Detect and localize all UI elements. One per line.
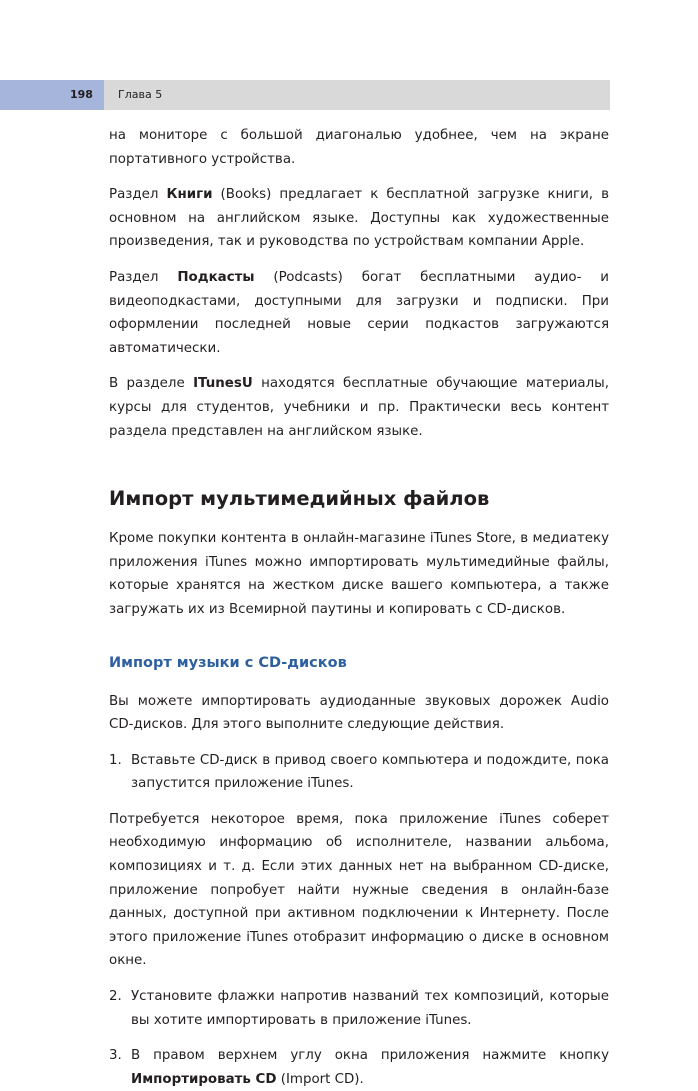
section-paragraph: Кроме покупки контента в онлайн-магазине iTunes Store, в медиатеку приложения iTunes можно импортировать мультимедийные файлы, которые хранятся на жестком диске вашего компьютера, а также загружать их из Всемирной паутины и копировать с CD-дисков. (109, 531, 609, 617)
step-number: 3. (109, 1048, 122, 1064)
books-term: Книги (166, 187, 213, 203)
podcasts-paragraph (109, 266, 609, 360)
itunesu-prefix: В разделе (109, 376, 194, 392)
books-rest: (Books) предлагает к бесплатной загрузке книги, в основном на английском языке. Доступны как художественные произведения, так и руководства по устройствам компании Apple. (109, 187, 609, 250)
itunesu-term: ITunesU (193, 376, 253, 392)
page-number: 198 (70, 88, 93, 101)
step1-note-paragraph: Потребуется некоторое время, пока приложение iTunes соберет необходимую информацию об исполнителе, названии альбома, композициях и т. д. Если этих данных нет на выбранном CD-диске, приложение попробует найти нужные сведения в онлайн-базе данных, доступной при активном подключении к Интернету. После этого приложение iTunes отобразит информацию о диске в основном окне. (109, 811, 609, 969)
page-number-box (0, 80, 104, 110)
list-item-step-1 (109, 749, 609, 796)
itunesu-rest: находятся бесплатные обучающие материалы, курсы для студентов, учебники и пр. Практически весь контент раздела представлен на английском языке. (109, 376, 610, 439)
list-item-step-2 (109, 985, 609, 1032)
itunesu-paragraph (109, 372, 609, 443)
section-heading: Импорт мультимедийных файлов (109, 487, 490, 511)
step-rest: (Import CD). (276, 1071, 364, 1087)
step-text: Установите флажки напротив названий тех композиций, которые вы хотите импортировать в приложение iTunes. (131, 989, 609, 1028)
list-item-step-3 (109, 1044, 609, 1091)
books-prefix: Раздел (109, 187, 167, 203)
step-number: 2. (109, 989, 122, 1005)
subsection-heading: Импорт музыки с CD-дисков (109, 654, 347, 671)
step-number: 1. (109, 752, 122, 768)
step-prefix: В правом верхнем углу окна приложения нажмите кнопку (131, 1048, 609, 1064)
books-paragraph (109, 183, 609, 254)
subsection-paragraph: Вы можете импортировать аудиоданные звуковых дорожек Audio CD-дисков. Для этого выполните следующие действия. (109, 693, 609, 733)
step-text: Вставьте CD-диск в привод своего компьютера и подождите, пока запустится приложение iTunes. (131, 752, 609, 792)
podcasts-term: Подкасты (177, 269, 255, 285)
step-term: Импортировать CD (131, 1071, 277, 1087)
podcasts-prefix: Раздел (109, 269, 178, 285)
page-body (109, 124, 609, 1091)
running-header (0, 80, 610, 110)
chapter-label: Глава 5 (118, 88, 163, 101)
podcasts-rest: (Podcasts) богат бесплатными аудио- и видеоподкастами, доступными для загрузки и подписки. При оформлении последней новые серии подкастов загружаются автоматически. (109, 269, 609, 356)
intro-paragraph: на мониторе с большой диагональю удобнее, чем на экране портативного устройства. (109, 128, 609, 167)
